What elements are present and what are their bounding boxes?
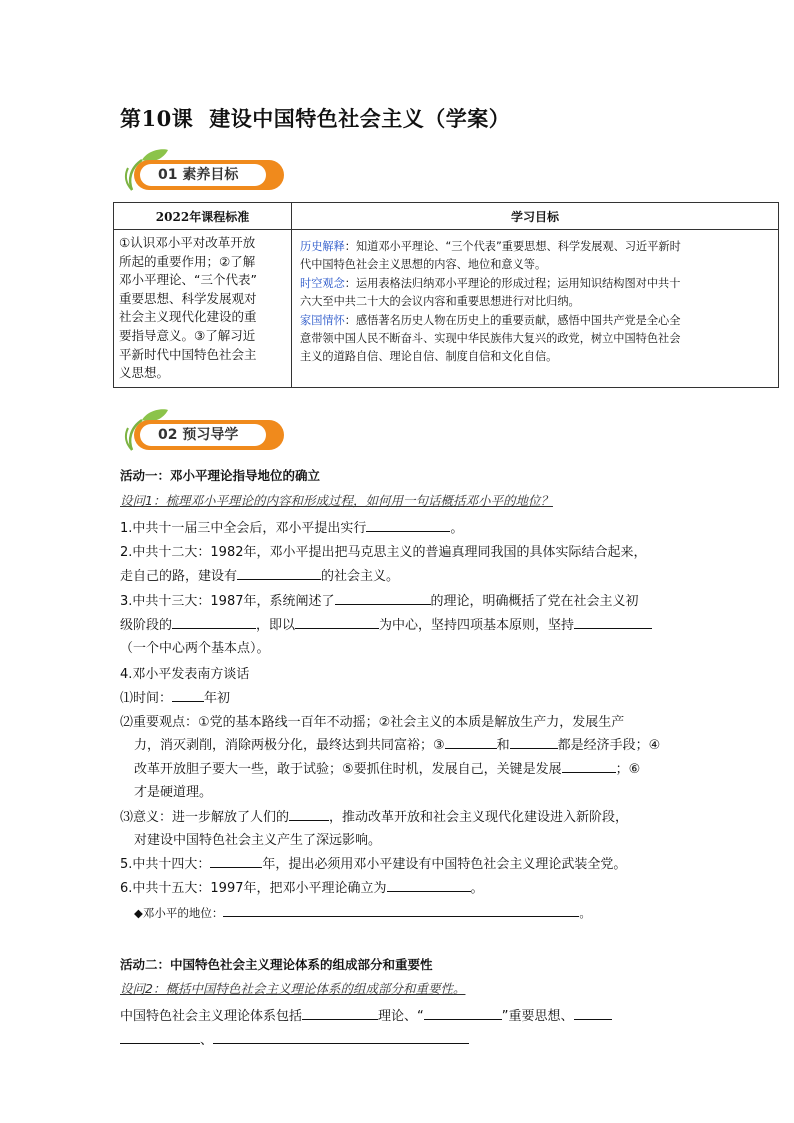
text: ，即以 — [256, 618, 296, 633]
section-badge-goals — [118, 146, 288, 194]
answer-blank[interactable] — [387, 877, 471, 892]
page-title — [120, 103, 510, 133]
goals-cell — [292, 230, 779, 388]
answer-blank[interactable] — [289, 806, 329, 821]
text: 改革开放胆子要大一些，敢于试验；⑤要抓住时机，发展自己，关键是发展 — [134, 762, 562, 777]
text: ◆邓小平的地位： — [134, 906, 224, 920]
activity2-question: 设问2：概括中国特色社会主义理论体系的组成部分和重要性。 — [120, 981, 466, 996]
standard-cell — [114, 230, 292, 388]
section-label: 02 预习导学 — [158, 427, 239, 443]
text: 级阶段的 — [120, 618, 173, 633]
text: ，推动改革开放和社会主义现代化建设进入新阶段， — [329, 810, 629, 825]
answer-blank[interactable] — [562, 758, 616, 773]
text: 理论、“ — [378, 1009, 424, 1024]
goal-text: 主义的道路自信、理论自信、制度自信和文化自信。 — [300, 350, 558, 364]
line-2b — [120, 565, 680, 584]
standard-line: 要指导意义。③了解习近 — [119, 327, 256, 343]
standard-line: ①认识邓小平对改革开放 — [119, 235, 256, 250]
text: 6.中共十五大：1997年，把邓小平理论确立为 — [120, 881, 387, 896]
line-3c — [120, 614, 680, 633]
goal-keyword: 时空观念 — [300, 276, 345, 290]
standard-line: 义思想。 — [119, 365, 170, 381]
line-1 — [120, 517, 680, 536]
section-label: 01 素养目标 — [158, 167, 239, 183]
header-goals: 学习目标 — [292, 203, 779, 230]
line-4e: 才是硬道理。 — [134, 785, 213, 800]
text: ；⑥ — [615, 762, 641, 777]
lesson-name: 建设中国特色社会主义（学案） — [209, 106, 511, 131]
header-standard: 2022年课程标准 — [114, 203, 292, 230]
text: 都是经济手段；④ — [557, 738, 661, 753]
goal-text: ：运用表格法归纳邓小平理论的形成过程；运用知识结构图对中共十 — [344, 276, 681, 290]
standard-line: 社会主义现代化建设的重 — [119, 309, 257, 325]
answer-blank[interactable] — [510, 734, 558, 749]
line-6 — [120, 877, 680, 896]
line-4d — [134, 758, 694, 777]
answer-blank[interactable] — [210, 853, 262, 868]
standard-line: 平新时代中国特色社会主 — [119, 346, 257, 362]
standard-line: 重要思想、科学发展观对 — [119, 290, 257, 306]
answer-blank[interactable] — [237, 565, 321, 580]
answer-blank[interactable] — [574, 1005, 612, 1020]
answer-blank[interactable] — [120, 1029, 200, 1044]
text: 。 — [579, 906, 591, 920]
text: 走自己的路，建设有 — [120, 569, 238, 584]
answer-blank[interactable] — [445, 734, 497, 749]
text: ⑴时间： — [120, 691, 173, 706]
goals-table — [113, 202, 779, 388]
section-badge-preview — [118, 406, 288, 454]
goal-line — [300, 312, 772, 330]
text: 的社会主义。 — [321, 569, 400, 584]
goal-text: ：知道邓小平理论、“三个代表”重要思想、科学发展观、习近平新时 — [344, 240, 681, 253]
activity2-title: 活动二：中国特色社会主义理论体系的组成部分和重要性 — [120, 957, 433, 972]
text: 中国特色社会主义理论体系包括 — [120, 1009, 303, 1024]
line-3d: （一个中心两个基本点）。 — [120, 641, 270, 656]
text: 和 — [496, 738, 510, 753]
text: ⑶意义：进一步解放了人们的 — [120, 810, 290, 825]
text: 3.中共十三大：1987年，系统阐述了 — [120, 594, 335, 609]
answer-blank[interactable] — [424, 1005, 502, 1020]
text: 年，提出必须用邓小平建设有中国特色社会主义理论武装全党。 — [262, 857, 627, 872]
deng-status-line — [134, 902, 694, 921]
text: 力，消灭剥削，消除两极分化，最终达到共同富裕；③ — [134, 738, 445, 753]
answer-blank[interactable] — [574, 614, 652, 629]
standard-line: 所起的重要作用；②了解 — [119, 253, 256, 269]
text: 、 — [200, 1033, 214, 1048]
goal-text: ：感悟著名历史人物在历史上的重要贡献，感悟中国共产党是全心全 — [344, 313, 681, 327]
a2-line-2 — [120, 1029, 680, 1048]
text: 年初 — [204, 691, 231, 706]
answer-blank[interactable] — [223, 902, 579, 917]
text: 的理论，明确概括了党在社会主义初 — [430, 594, 639, 609]
text: 。 — [470, 881, 484, 896]
text: 1.中共十一届三中全会后，邓小平提出实行 — [120, 521, 367, 536]
answer-blank[interactable] — [213, 1029, 469, 1044]
goal-line — [300, 238, 772, 256]
line-4f — [120, 806, 680, 825]
line-4c — [134, 734, 694, 753]
goal-text: 意带领中国人民不断奋斗、实现中华民族伟大复兴的政党，树立中国特色社会 — [300, 332, 681, 346]
goal-keyword: 家国情怀 — [300, 313, 345, 327]
line-5 — [120, 853, 680, 872]
answer-blank[interactable] — [366, 517, 450, 532]
goal-line — [300, 275, 772, 293]
text: 。 — [450, 521, 464, 536]
line-4g: 对建设中国特色社会主义产生了深远影响。 — [134, 833, 382, 848]
line-4: 4.邓小平发表南方谈话 — [120, 667, 250, 682]
answer-blank[interactable] — [172, 687, 204, 702]
line-2: 2.中共十二大：1982年，邓小平提出把马克思主义的普遍真理同我国的具体实际结合起来， — [120, 545, 647, 560]
answer-blank[interactable] — [335, 590, 431, 605]
goal-text: 六大至中共二十大的会议内容和重要思想进行对比归纳。 — [300, 295, 580, 309]
answer-blank[interactable] — [172, 614, 256, 629]
goal-text: 代中国特色社会主义思想的内容、地位和意义等。 — [300, 258, 547, 272]
line-4a — [120, 687, 680, 706]
text: ”重要思想、 — [501, 1009, 574, 1024]
standard-line: 邓小平理论、“三个代表” — [119, 272, 257, 288]
goal-keyword: 历史解释 — [300, 240, 345, 253]
activity1-question: 设问1：梳理邓小平理论的内容和形成过程，如何用一句话概括邓小平的地位？ — [120, 493, 553, 508]
answer-blank[interactable] — [302, 1005, 378, 1020]
line-4b: ⑵重要观点：①党的基本路线一百年不动摇；②社会主义的本质是解放生产力，发展生产 — [120, 715, 625, 730]
a2-line-1 — [120, 1005, 680, 1024]
line-3 — [120, 590, 680, 609]
lesson-number: 第10课 — [120, 106, 194, 131]
text: 为中心，坚持四项基本原则，坚持 — [379, 618, 575, 633]
text: 5.中共十四大： — [120, 857, 211, 872]
answer-blank[interactable] — [295, 614, 379, 629]
activity1-title: 活动一：邓小平理论指导地位的确立 — [120, 468, 321, 483]
